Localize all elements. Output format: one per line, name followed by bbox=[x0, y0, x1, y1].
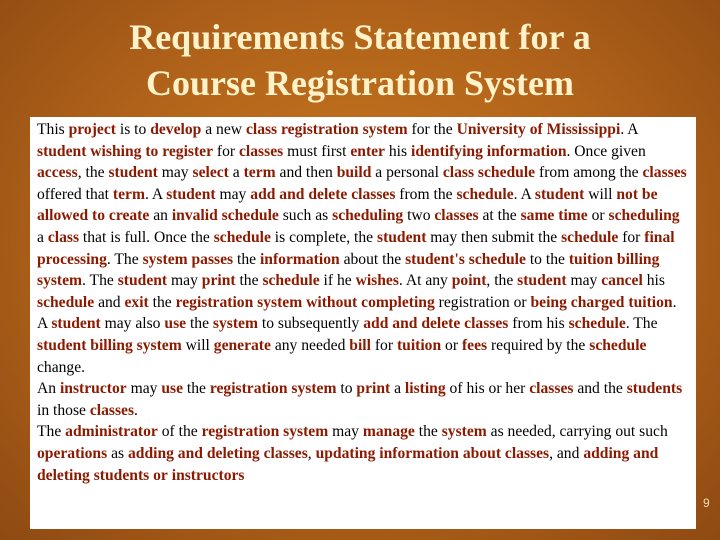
keyword-term: add and delete classes bbox=[363, 315, 509, 333]
keyword-term: classes bbox=[239, 142, 284, 160]
title-line-1: Requirements Statement for a bbox=[129, 17, 591, 57]
text-run: This bbox=[37, 121, 69, 138]
paragraph-4 bbox=[37, 421, 690, 486]
text-run: for the bbox=[407, 121, 457, 138]
text-run: The bbox=[37, 423, 66, 441]
text-run: must first bbox=[283, 142, 351, 160]
keyword-term: term bbox=[112, 185, 145, 203]
text-run: an bbox=[149, 207, 172, 225]
keyword-term: access bbox=[37, 164, 78, 182]
keyword-term: select bbox=[192, 164, 229, 182]
keyword-term: classes bbox=[642, 164, 687, 182]
text-run: of his or her bbox=[445, 380, 530, 398]
keyword-term: adding and deleting classes bbox=[127, 444, 308, 462]
keyword-term: updating information about classes bbox=[315, 444, 550, 462]
keyword-term: University of Mississippi bbox=[456, 121, 621, 138]
text-run: . A bbox=[620, 121, 638, 138]
keyword-term: student's schedule bbox=[405, 250, 526, 268]
text-run: may bbox=[328, 423, 363, 441]
text-run: may then submit the bbox=[426, 228, 562, 246]
keyword-term: build bbox=[336, 164, 372, 182]
keyword-term: cancel bbox=[601, 272, 643, 290]
keyword-term: schedule bbox=[213, 228, 271, 246]
keyword-term: student bbox=[117, 272, 168, 290]
text-run: may bbox=[215, 185, 251, 203]
keyword-term: registration system bbox=[209, 380, 337, 398]
page-number: 9 bbox=[703, 496, 710, 510]
text-run: required by the bbox=[487, 336, 590, 354]
keyword-term: use bbox=[161, 380, 183, 398]
keyword-term: wishes bbox=[355, 272, 399, 290]
keyword-term: schedule bbox=[262, 272, 320, 290]
text-run: a new bbox=[201, 121, 246, 138]
keyword-term: without completing bbox=[306, 293, 435, 311]
keyword-term: student bbox=[108, 164, 158, 182]
text-run: the bbox=[233, 250, 260, 268]
text-run: An bbox=[37, 380, 60, 398]
text-run: about the bbox=[339, 250, 406, 268]
keyword-term: student wishing to register bbox=[37, 142, 214, 160]
text-run: a bbox=[37, 228, 48, 246]
keyword-term: administrator bbox=[65, 423, 158, 441]
text-run: to subsequently bbox=[257, 315, 364, 333]
keyword-term: schedule bbox=[568, 315, 626, 333]
text-run: . Once given bbox=[566, 142, 646, 160]
text-run: A bbox=[37, 315, 52, 333]
keyword-term: tuition bbox=[396, 336, 442, 354]
keyword-term: operations bbox=[37, 444, 108, 462]
text-run: a bbox=[390, 380, 405, 398]
keyword-term: not be allowed to create bbox=[37, 185, 658, 225]
keyword-term: scheduling bbox=[608, 207, 680, 225]
text-run: at the bbox=[478, 207, 521, 225]
keyword-term: instructors bbox=[171, 466, 245, 484]
keyword-term: schedule bbox=[561, 228, 619, 246]
keyword-term: class schedule bbox=[442, 164, 536, 182]
text-run: may bbox=[167, 272, 202, 290]
keyword-term: schedule bbox=[456, 185, 514, 203]
text-run: . The bbox=[625, 315, 658, 333]
text-run: and then bbox=[275, 164, 337, 182]
keyword-term: classes bbox=[89, 401, 135, 419]
text-run: for bbox=[618, 228, 645, 246]
text-run: is to bbox=[115, 121, 151, 138]
title-line-2: Course Registration System bbox=[146, 63, 574, 103]
text-run: may bbox=[157, 164, 193, 182]
text-run: . bbox=[672, 293, 677, 311]
keyword-term: exit bbox=[124, 293, 149, 311]
keyword-term: classes bbox=[529, 380, 574, 398]
keyword-term: registration system bbox=[201, 423, 329, 441]
keyword-term: bill bbox=[349, 336, 371, 354]
text-run: , the bbox=[77, 164, 109, 182]
text-run: from the bbox=[395, 185, 457, 203]
text-run: registration or bbox=[434, 293, 531, 311]
keyword-term: being charged tuition bbox=[530, 293, 673, 311]
keyword-term: print bbox=[201, 272, 236, 290]
keyword-term: invalid schedule bbox=[171, 207, 279, 225]
text-run: his bbox=[642, 272, 665, 290]
keyword-term: registration system bbox=[175, 293, 303, 311]
keyword-term: manage bbox=[362, 423, 415, 441]
text-run: for bbox=[370, 336, 397, 354]
text-run: from his bbox=[508, 315, 569, 333]
text-run: the bbox=[148, 293, 176, 311]
text-run: and the bbox=[573, 380, 627, 398]
keyword-term: enter bbox=[350, 142, 385, 160]
keyword-term: generate bbox=[213, 336, 271, 354]
text-run: any needed bbox=[270, 336, 350, 354]
text-run: . At any bbox=[398, 272, 452, 290]
text-run: a personal bbox=[371, 164, 443, 182]
text-run: or bbox=[587, 207, 609, 225]
keyword-term: tuition billing system bbox=[37, 250, 660, 290]
keyword-term: print bbox=[356, 380, 391, 398]
keyword-term: student bbox=[377, 228, 427, 246]
keyword-term: project bbox=[68, 121, 116, 138]
keyword-term: class bbox=[47, 228, 80, 246]
text-run: such as bbox=[278, 207, 333, 225]
text-run: a bbox=[228, 164, 244, 182]
text-run: may bbox=[566, 272, 602, 290]
text-run: is complete, the bbox=[270, 228, 377, 246]
text-run: , and bbox=[549, 444, 584, 462]
text-run: as bbox=[107, 444, 128, 462]
paragraph-2 bbox=[37, 313, 690, 378]
slide-title bbox=[0, 14, 720, 106]
text-run: . A bbox=[513, 185, 535, 203]
keyword-term: adding and deleting students bbox=[37, 444, 659, 484]
keyword-term: identifying information bbox=[410, 142, 567, 160]
text-run: , the bbox=[486, 272, 518, 290]
requirements-text-box bbox=[30, 117, 696, 529]
keyword-term: class registration system bbox=[245, 121, 408, 138]
text-run: . bbox=[134, 401, 138, 419]
text-run: two bbox=[403, 207, 435, 225]
text-run: the bbox=[414, 423, 442, 441]
keyword-term: or bbox=[153, 466, 168, 484]
text-run: and bbox=[94, 293, 125, 311]
keyword-term: system bbox=[441, 423, 487, 441]
text-run: will bbox=[584, 185, 617, 203]
keyword-term: information bbox=[259, 250, 340, 268]
keyword-term: student bbox=[51, 315, 101, 333]
text-run: to the bbox=[525, 250, 569, 268]
keyword-term: classes bbox=[434, 207, 479, 225]
keyword-term: system bbox=[212, 315, 258, 333]
paragraph-1 bbox=[37, 119, 690, 313]
keyword-term: term bbox=[243, 164, 276, 182]
keyword-term: point bbox=[451, 272, 487, 290]
text-run: the bbox=[235, 272, 263, 290]
text-run: may bbox=[126, 380, 162, 398]
keyword-term: final processing bbox=[37, 228, 675, 268]
keyword-term: fees bbox=[461, 336, 488, 354]
text-run: offered that bbox=[37, 185, 113, 203]
keyword-term: student bbox=[534, 185, 585, 203]
text-run: if he bbox=[319, 272, 356, 290]
keyword-term: student billing system bbox=[37, 336, 182, 354]
text-run: to bbox=[336, 380, 357, 398]
text-run: the bbox=[186, 315, 213, 333]
text-run: his bbox=[384, 142, 411, 160]
keyword-term: scheduling bbox=[332, 207, 404, 225]
keyword-term: use bbox=[164, 315, 187, 333]
keyword-term: instructor bbox=[59, 380, 127, 398]
keyword-term: develop bbox=[150, 121, 202, 138]
paragraph-3 bbox=[37, 378, 690, 421]
text-run: or bbox=[441, 336, 462, 354]
keyword-term: student bbox=[166, 185, 216, 203]
text-run: , bbox=[307, 444, 316, 462]
text-run: as needed, carrying out such bbox=[486, 423, 668, 441]
text-run: will bbox=[181, 336, 214, 354]
text-run: the bbox=[183, 380, 210, 398]
keyword-term: add and delete classes bbox=[250, 185, 396, 203]
keyword-term: schedule bbox=[589, 336, 647, 354]
keyword-term: system passes bbox=[142, 250, 234, 268]
keyword-term: students bbox=[626, 380, 683, 398]
text-run: from among the bbox=[535, 164, 643, 182]
text-run: . The bbox=[106, 250, 143, 268]
text-run: for bbox=[213, 142, 239, 160]
keyword-term: listing bbox=[404, 380, 446, 398]
text-run: . The bbox=[82, 272, 118, 290]
keyword-term: schedule bbox=[37, 293, 95, 311]
keyword-term: same time bbox=[520, 207, 588, 225]
text-run: change. bbox=[37, 358, 86, 376]
text-run: of the bbox=[157, 423, 202, 441]
keyword-term: student bbox=[517, 272, 567, 290]
text-run: that is full. Once the bbox=[79, 228, 214, 246]
text-run: may also bbox=[100, 315, 165, 333]
text-run: in those bbox=[37, 401, 90, 419]
text-run: . A bbox=[144, 185, 167, 203]
